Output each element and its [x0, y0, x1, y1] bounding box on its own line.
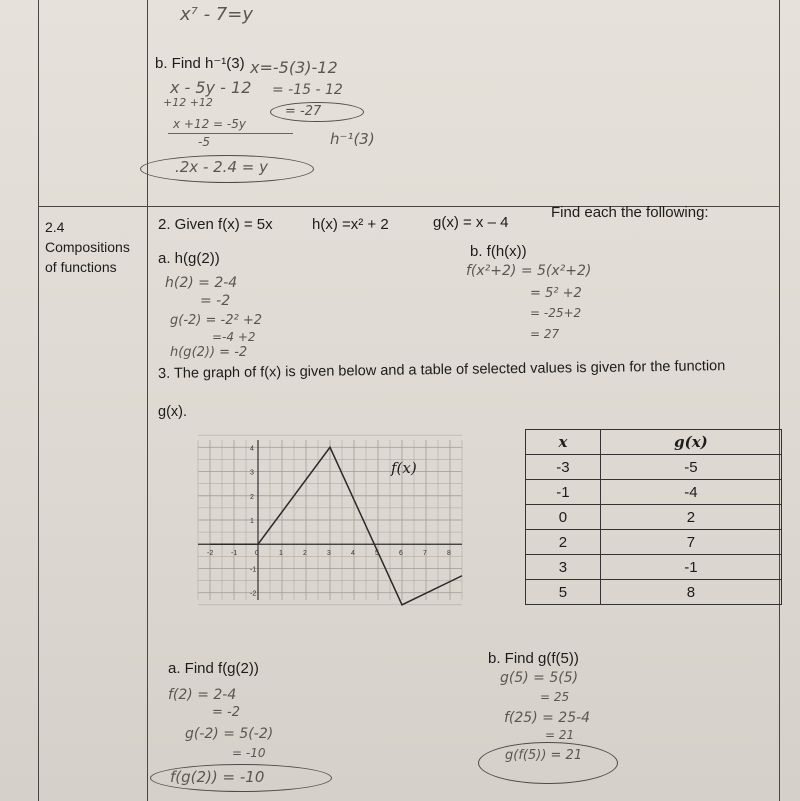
answer-circle	[150, 764, 332, 792]
work-line: .2x - 2.4 = y	[175, 158, 268, 176]
table-cell: 8	[600, 580, 781, 605]
work-line: f(g(2)) = -10	[170, 768, 265, 786]
table-cell: 3	[526, 555, 601, 580]
table-cell: 2	[526, 530, 601, 555]
division-bar	[168, 133, 293, 134]
table-header-row	[526, 430, 782, 455]
handwritten-top-line: x⁷ - 7=y	[180, 4, 253, 25]
problem2-g-definition: g(x) = x – 4	[433, 214, 509, 231]
work-line: = -2	[212, 705, 240, 720]
work-line: = -10	[232, 746, 266, 760]
x-tick-label: 2	[303, 550, 307, 558]
answer-circle	[270, 102, 364, 122]
lesson-column-border	[147, 0, 148, 801]
part-b-find-h-inverse: b. Find h⁻¹(3)	[155, 55, 245, 72]
work-line: +12 +12	[163, 96, 213, 109]
left-column-border	[38, 0, 39, 801]
work-line: x - 5y - 12	[170, 78, 252, 97]
table-cell: 7	[600, 530, 781, 555]
table-cell: 5	[526, 580, 601, 605]
work-line: f(x²+2) = 5(x²+2)	[466, 263, 592, 279]
x-tick-label: -2	[207, 550, 214, 558]
table-header-gx: g(x)	[600, 430, 781, 455]
lesson-title-line1: Compositions	[45, 239, 130, 255]
table-cell: -4	[600, 480, 781, 505]
work-line: = 25	[540, 690, 570, 704]
work-line: = -2	[200, 293, 231, 309]
table-row	[526, 530, 782, 555]
x-tick-label: 1	[279, 550, 283, 558]
problem2-part-a: a. h(g(2))	[158, 250, 220, 267]
problem3-text-line2: g(x).	[158, 404, 187, 420]
work-line: = 21	[545, 728, 575, 742]
table-cell: -5	[600, 455, 781, 480]
work-line: g(5) = 5(5)	[500, 670, 579, 686]
right-page-border	[779, 0, 780, 801]
lesson-title-line2: of functions	[45, 259, 117, 275]
work-line: h⁻¹(3)	[330, 130, 375, 148]
y-tick-label: 4	[250, 445, 254, 453]
table-cell: -1	[600, 555, 781, 580]
problem3-part-a: a. Find f(g(2))	[168, 660, 259, 677]
x-tick-label: 5	[375, 550, 379, 558]
y-tick-label: -2	[250, 590, 257, 598]
y-tick-label: 3	[250, 469, 254, 477]
x-tick-label: 3	[327, 550, 331, 558]
table-row	[526, 480, 782, 505]
x-tick-label: 4	[351, 550, 355, 558]
x-tick-label: 7	[423, 550, 427, 558]
work-line: f(2) = 2-4	[168, 687, 237, 703]
problem2-h-definition: h(x) =x² + 2	[312, 216, 389, 233]
work-line: = -25+2	[530, 306, 582, 320]
answer-circle	[140, 155, 314, 183]
problem2-part-b: b. f(h(x))	[470, 243, 527, 260]
work-line: h(2) = 2-4	[165, 275, 238, 291]
table-header-x: x	[526, 430, 601, 455]
answer-circle	[478, 742, 618, 784]
problem3-part-b: b. Find g(f(5))	[488, 650, 579, 667]
lesson-label	[45, 217, 150, 277]
work-line: = 27	[530, 327, 560, 341]
lesson-number: 2.4	[45, 219, 65, 235]
work-line: = -15 - 12	[272, 82, 343, 98]
table-cell: 2	[600, 505, 781, 530]
work-line: =-4 +2	[212, 330, 256, 344]
x-tick-label: 6	[399, 550, 403, 558]
work-line: g(f(5)) = 21	[505, 748, 583, 763]
work-line: x=-5(3)-12	[250, 58, 338, 77]
table-cell: -1	[526, 480, 601, 505]
table-cell: -3	[526, 455, 601, 480]
x-tick-label: 0	[255, 550, 259, 558]
problem2-instruction: Find each the following:	[551, 204, 709, 221]
table-row	[526, 505, 782, 530]
table-row	[526, 455, 782, 480]
y-tick-label: 2	[250, 493, 254, 501]
work-line: g(-2) = 5(-2)	[185, 726, 274, 742]
gx-value-table	[525, 429, 782, 605]
table-cell: 0	[526, 505, 601, 530]
y-tick-label: 1	[250, 518, 254, 525]
work-line: f(25) = 25-4	[504, 710, 591, 726]
x-tick-label: -1	[231, 550, 238, 558]
work-line: g(-2) = -2² +2	[170, 313, 262, 328]
work-line: x +12 = -5y	[173, 117, 246, 131]
fx-graph	[190, 428, 470, 608]
table-row	[526, 580, 782, 605]
problem2-given: 2. Given f(x) = 5x	[158, 216, 273, 233]
work-line: = 5² +2	[530, 286, 582, 301]
problem3-text-line1: 3. The graph of f(x) is given below and a table of selected values is given for the function	[158, 358, 726, 382]
work-line: -5	[198, 135, 210, 149]
fx-series-line	[210, 447, 462, 605]
table-row	[526, 555, 782, 580]
y-tick-label: -1	[250, 566, 257, 574]
work-line: h(g(2)) = -2	[170, 345, 248, 360]
work-line: = -27	[285, 104, 322, 119]
x-tick-label: 8	[447, 550, 451, 558]
graph-function-label: f(x)	[391, 459, 417, 477]
